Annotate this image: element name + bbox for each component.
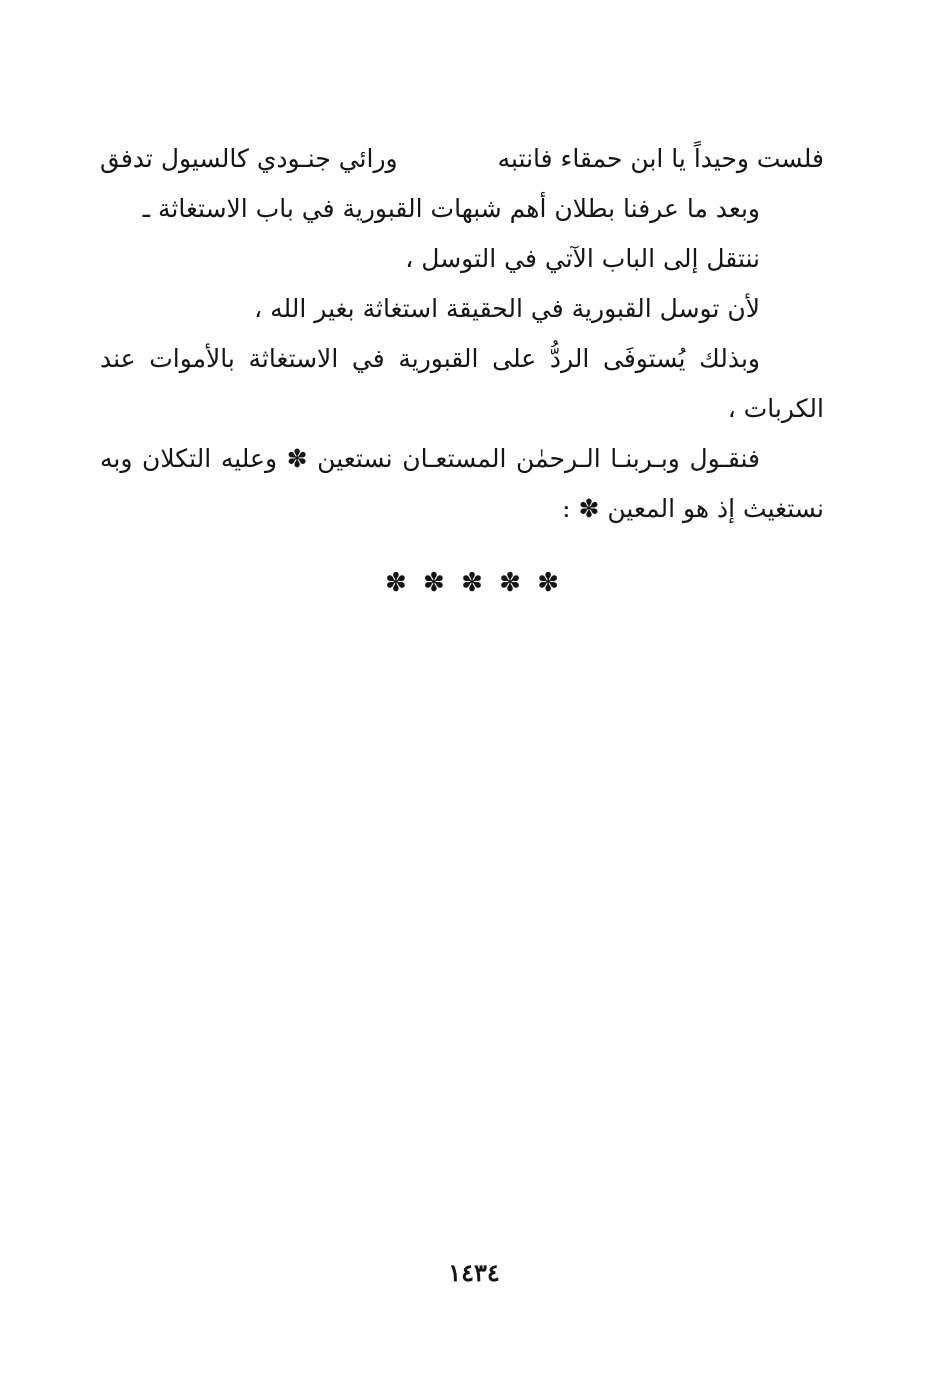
paragraph-line-7: نستغيث إذ هو المعين ✽ : xyxy=(562,494,824,523)
verse-first-hemistich: فلست وحيداً يا ابن حمقاء فانتبه xyxy=(497,144,824,173)
paragraph-line-6: فنقـول وبـربنـا الـرحمٰن المستعـان نستعين ✽ وعليه التكلان وبه xyxy=(100,444,760,473)
main-text xyxy=(100,134,824,534)
paragraph-line-3: لأن توسل القبورية في الحقيقة استغاثة بغير الله ، xyxy=(254,294,760,323)
paragraph-line-2: ننتقل إلى الباب الآتي في التوسل ، xyxy=(405,244,760,273)
verse-second-hemistich: ورائي جنـودي كالسيول تدفق xyxy=(100,144,398,173)
poetry-verse xyxy=(100,134,824,184)
section-separator: ✽ ✽ ✽ ✽ ✽ xyxy=(385,568,563,598)
paragraph-line-1: وبعد ما عرفنا بطلان أهم شبهات القبورية في باب الاستغاثة ـ xyxy=(142,194,760,223)
paragraph-line-5: الكربات ، xyxy=(727,394,824,423)
paragraph-line-4: وبذلك يُستوفَى الردُّ على القبورية في الاستغاثة بالأموات عند xyxy=(100,344,760,373)
page-number: ١٤٣٤ xyxy=(448,1258,500,1287)
